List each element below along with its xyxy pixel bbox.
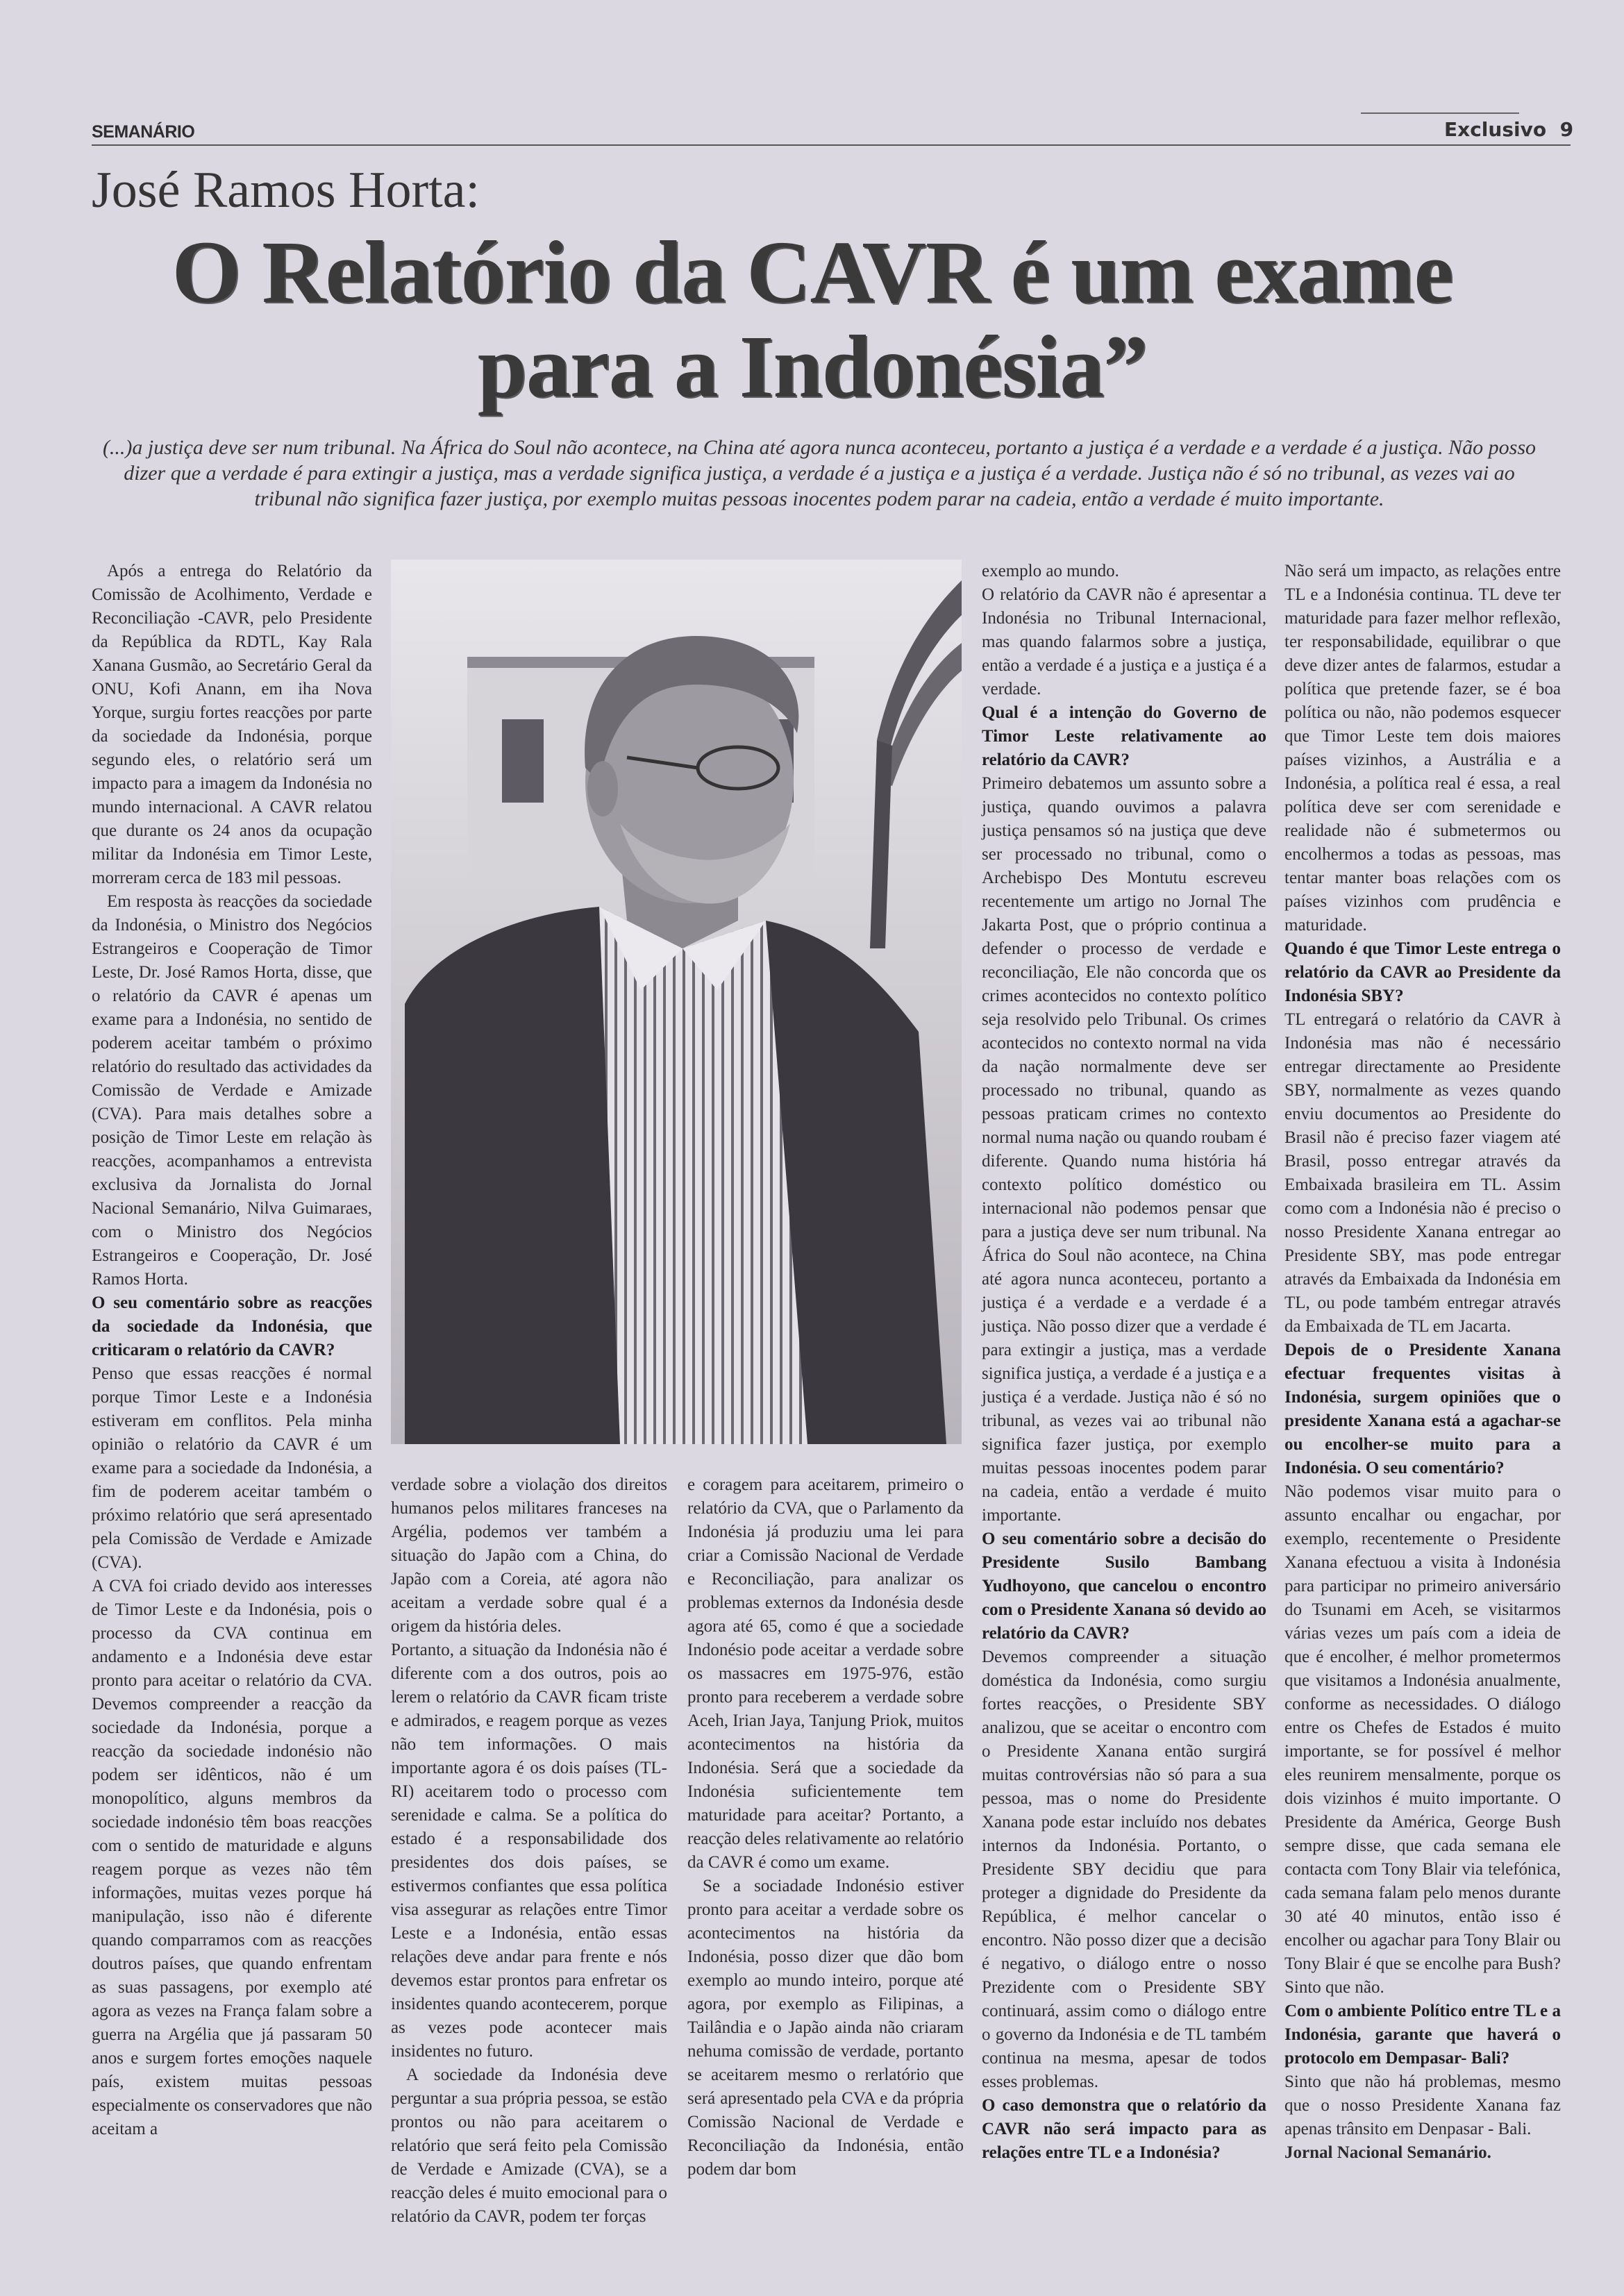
paragraph: Em resposta às reacções da sociedade da Indonésia, o Ministro dos Negócios Estrangeiros e Cooperação de Timor Leste, Dr. José Ramos Horta, disse, que o relatório da CAVR é apenas um exame para a Indonésia, no sentido de poderem aceitar também o próximo relatório do resultado das actividades da Comissão de Verdade e Amizade (CVA). Para mais detalhes sobre a posição de Timor Leste em relação às reacções, acompanhamos a entrevista exclusiva da Jornalista do Jornal Nacional Semanário, Nilva Guimaraes, com o Ministro dos Negócios Estrangeiros e Cooperação, Dr. José Ramos Horta. bbox=[92, 892, 372, 1289]
interview-question: Quando é que Timor Leste entrega o relatório da CAVR ao Presidente da Indonésia SBY? bbox=[1284, 939, 1561, 1005]
portrait-photo-icon bbox=[391, 560, 962, 1444]
interview-answer: A CVA foi criado devido aos interesses de Timor Leste e da Indonésia, pois o processo da CVA continua em andamento e a Indonésia deve estar pronto para aceitar o relatório da CVA. Devemos compreender a reacção da sociedade da Indonésia, porque a reacção da sociedade indonésio não podem ser idênticos, não é um monopolítico, alguns membros da sociedade indonésio têm boas reacções com o sentido de maturidade e alguns reagem porque as vezes não têm informações, muitas vezes porque há manipulação, isso não é diferente quando comparramos com as reacções doutros países, que quando enfrentam as suas passagens, por exemplo até agora as vezes na França falam sobre a guerra na Argélia que já passaram 50 anos e surgem fortes emoções naquele país, existem muitas pessoas especialmente os conservadores que não aceitam a bbox=[92, 1577, 373, 2138]
paragraph: exemplo ao mundo. bbox=[982, 562, 1119, 580]
interview-answer: Devemos compreender a situação doméstica da Indonésia, como surgiu fortes reacções, o Presidente SBY analizou, que se aceitar o encontro com o Presidente Xanana então surgirá muitas controvérsias não só para a sua pessoa, mas o nome do Presidente Xanana pode estar incluído nos debates internos da Indonésia. Portanto, o Presidente SBY decidiu que para proteger a dignidade do Presidente da República, é melhor cancelar o encontro. Não posso dizer que a decisão é negativo, o diálogo entre o nosso Prezidente com o Presidente SBY continuará, assim como o diálogo entre o governo da Indonésia e de TL também continua na mesma, apesar de todos esses problemas. bbox=[982, 1648, 1266, 2091]
interview-question: O caso demonstra que o relatório da CAVR não será impacto para as relações entre TL e a Indonésia? bbox=[982, 2096, 1266, 2162]
paragraph: Após a entrega do Relatório da Comissão de Acolhimento, Verdade e Reconciliação -CAVR, pelo Presidente da República da RDTL, Kay Rala Xanana Gusmão, ao Secretário Geral da ONU, Kofi Anann, em iha Nova Yorque, surgiu fortes reacções por parte da sociedade da Indonésia, porque segundo eles, o relatório será um impacto para a imagem da Indonésia no mundo internacional. A CAVR relatou que durante os 24 anos da ocupação militar da Indonésia em Timor Leste, morreram cerca de 183 mil pessoas. bbox=[92, 562, 372, 887]
interview-answer: TL entregará o relatório da CAVR à Indonésia mas não é necessário entregar directamente ao Presidente SBY, normalmente as vezes quando enviu documentos ao Presidente do Brasil não é preciso fazer viagem até Brasil, posso entregar através da Embaixada brasileira em TL. Assim como com a Indonésia não é preciso o nosso Presidente Xanana entregar ao Presidente SBY, mas pode entregar através da Embaixada da Indonésia em TL, ou pode também entregar através da Embaixada de TL em Jacarta. bbox=[1284, 1010, 1561, 1336]
column-3 bbox=[687, 1473, 964, 2181]
paragraph: A sociedade da Indonésia deve perguntar a sua própria pessoa, se estão prontos ou não para aceitarem o relatório que será feito pela Comissão de Verdade e Amizade (CVA), se a reacção deles é muito emocional para o relatório da CAVR, podem ter forças bbox=[391, 2065, 667, 2226]
interview-answer: Não será um impacto, as relações entre TL e a Indonésia continua. TL deve ter maturidade para fazer melhor reflexão, ter responsabilidade, equilibrar o que deve dizer antes de falarmos, estudar a política que pretende fazer, se é boa política ou não, não podemos esquecer que Timor Leste tem dois maiores países vizinhos, a Austrália e a Indonésia, a política real é essa, a real política deve ser com serenidade e realidade não é submetermos ou encolhermos a todas as pessoas, mas tentar manter boas relações com os países vizinhos com prudência e maturidade. bbox=[1284, 562, 1561, 935]
column-2 bbox=[391, 1473, 667, 2229]
headline bbox=[83, 223, 1541, 416]
paragraph: e coragem para aceitarem, primeiro o relatório da CVA, que o Parlamento da Indonésia já produziu uma lei para criar a Comissão Nacional de Verdade e Reconciliação, para analizar os problemas externos da Indonésia desde agora até 65, como é que a sociedade Indonésio pode aceitar a verdade sobre os massacres em 1975-976, estão pronto para receberem a verdade sobre Aceh, Irian Jaya, Tanjung Priok, muitos acontecimentos na história da Indonésia. Será que a sociedade da Indonésia suficientemente tem maturidade para aceitar? Portanto, a reacção deles relativamente ao relatório da CAVR é como um exame. bbox=[687, 1475, 964, 1872]
interview-question: Com o ambiente Político entre TL e a Indonésia, garante que haverá o protocolo em Dempasar- Bali? bbox=[1284, 2002, 1561, 2068]
interview-answer: Primeiro debatemos um assunto sobre a justiça, quando ouvimos a palavra justiça pensamos só na justiça que deve ser processado no tribunal, como o Archebispo Des Montutu escreveu recentemente um artigo no Jornal The Jakarta Post, que o próprio continua a defender o processo de verdade e reconciliação, Ele não concorda que os crimes acontecidos no contexto político seja resolvido pelo Tribunal. Os crimes acontecidos no contexto normal na vida da nação normalmente deve ser processado no tribunal, quando as pessoas praticam crimes no contexto normal numa nação ou quando roubam é diferente. Quando numa história há contexto político doméstico ou internacional não podemos pensar que para a justiça deve ser num tribunal. Na África do Soul não acontece, na China até agora nunca aconteceu, portanto a justiça é a verdade e a verdade é a justiça. Não posso dizer que a verdade é para extingir a justiça, mas a verdade significa justiça, a verdade é a justiça e a justiça é a verdade. Justiça não é só no tribunal, as vezes vai ao tribunal não significa fazer justiça, por exemplo muitas pessoas inocentes podem parar na cadeia, então a verdade é muito importante. bbox=[982, 774, 1266, 1525]
column-1 bbox=[92, 560, 372, 2141]
paragraph: Portanto, a situação da Indonésia não é diferente com a dos outros, pois ao lerem o relatório da CAVR ficam triste e admirados, e reagem porque as vezes não tem informações. O mais importante agora é os dois países (TL-RI) aceitarem todo o processo com serenidade e calma. Se a política do estado é a responsabilidade dos presidentes dos dois países, se estivermos confiantes que essa política visa assegurar as relações entre Timor Leste e a Indonésia, então essas relações deve andar para frente e nós devemos estar prontos para enfretar os insidentes quando acontecerem, porque as vezes pode acontecer mais insidentes no futuro. bbox=[391, 1641, 667, 2061]
paragraph: O relatório da CAVR não é apresentar a Indonésia no Tribunal Internacional, mas quando falarmos sobre a justiça, então a verdade é a justiça e a justiça é a verdade. bbox=[982, 585, 1266, 698]
interview-question: O seu comentário sobre a decisão do Presidente Susilo Bambang Yudhoyono, que cancelou o encontro com o Presidente Xanana só devido ao relatório da CAVR? bbox=[982, 1530, 1266, 1643]
top-rule bbox=[1361, 112, 1519, 114]
interview-question: Qual é a intenção do Governo de Timor Leste relativamente ao relatório da CAVR? bbox=[982, 703, 1266, 769]
headline-line-2: para a Indonésia” bbox=[477, 317, 1148, 416]
paragraph: verdade sobre a violação dos direitos humanos pelos militares franceses na Argélia, podemos ver também a situação do Japão com a China, do Japão com a Coreia, até agora não aceitam a verdade sobre qual é a origem da história deles. bbox=[391, 1475, 667, 1636]
paragraph: Se a sociadade Indonésio estiver pronto para aceitar a verdade sobre os acontecimentos na história da Indonésia, posso dizer que dão bom exemplo ao mundo inteiro, porque até agora, por exemplo as Filipinas, a Tailândia e o Japão ainda não criaram nehuma comissão de verdade, portanto se aceitarem mesmo o rerlatório que será apresentado pela CVA e da própria Comissão Nacional de Verdade e Reconciliação da Indonésia, então podem dar bom bbox=[687, 1877, 964, 2179]
headline-line-1: O Relatório da CAVR é um exame bbox=[171, 223, 1453, 321]
signature: Jornal Nacional Semanário. bbox=[1284, 2143, 1491, 2162]
masthead: SEMANÁRIO bbox=[92, 122, 195, 142]
header-rule bbox=[92, 144, 1571, 146]
interview-answer: Penso que essas reacções é normal porque Timor Leste e a Indonésia estiveram em conflitos. Pela minha opinião o relatório da CAVR é um exame para a sociedade da Indonésia, a fim de poderem aceitar também o próximo relatório que será apresentado pela Comissão de Verdade e Amizade (CVA). bbox=[92, 1364, 372, 1572]
interview-answer: Sinto que não há problemas, mesmo que o nosso Presidente Xanana faz apenas trânsito em Denpasar - Bali. bbox=[1284, 2072, 1561, 2138]
interview-question: O seu comentário sobre as reacções da sociedade da Indonésia, que criticaram o relatório da CAVR? bbox=[92, 1293, 372, 1359]
section-label: Exclusivo 9 bbox=[1444, 118, 1574, 141]
lead-paragraph: (...)a justiça deve ser num tribunal. Na África do Soul não acontece, na China até agora nunca aconteceu, portanto a justiça é a verdade e a verdade é a justiça. Não posso dizer que a verdade é para extingir a justiça, mas a verdade significa justiça, a verdade é a justiça e a justiça é a verdade. Justiça não é só no tribunal, as vezes vai ao tribunal não significa fazer justiça, por exemplo muitas pessoas inocentes podem parar na cadeia, então a verdade é muito importante. bbox=[102, 436, 1537, 510]
column-4 bbox=[982, 560, 1266, 2165]
headline-kicker: José Ramos Horta: bbox=[92, 162, 480, 219]
column-5 bbox=[1284, 560, 1561, 2165]
interview-answer: Não podemos visar muito para o assunto encalhar ou engachar, por exemplo, recentemente o Presidente Xanana efectuou a visita à Indonésia para participar no primeiro aniversário do Tsunami em Aceh, se visitarmos várias vezes um país com a ideia de que é encolher, é melhor prometermos que visitamos a Indonésia anualmente, conforme as necessidades. O diálogo entre os Chefes de Estados é muito importante, se for possível é melhor eles reunirem mensalmente, porque os dois vizinhos é muito importante. O Presidente da América, George Bush sempre disse, que cada semana ele contacta com Tony Blair via telefónica, cada semana falam pelo menos durante 30 até 40 minutos, então isso é encolher ou agachar para Tony Blair ou Tony Blair é que se encolhe para Bush? Sinto que não. bbox=[1284, 1482, 1561, 1997]
interview-question: Depois de o Presidente Xanana efectuar frequentes visitas à Indonésia, surgem opiniões que o presidente Xanana está a agachar-se ou encolher-se muito para a Indonésia. O seu comentário? bbox=[1284, 1341, 1561, 1477]
portrait-photo bbox=[391, 560, 962, 1444]
